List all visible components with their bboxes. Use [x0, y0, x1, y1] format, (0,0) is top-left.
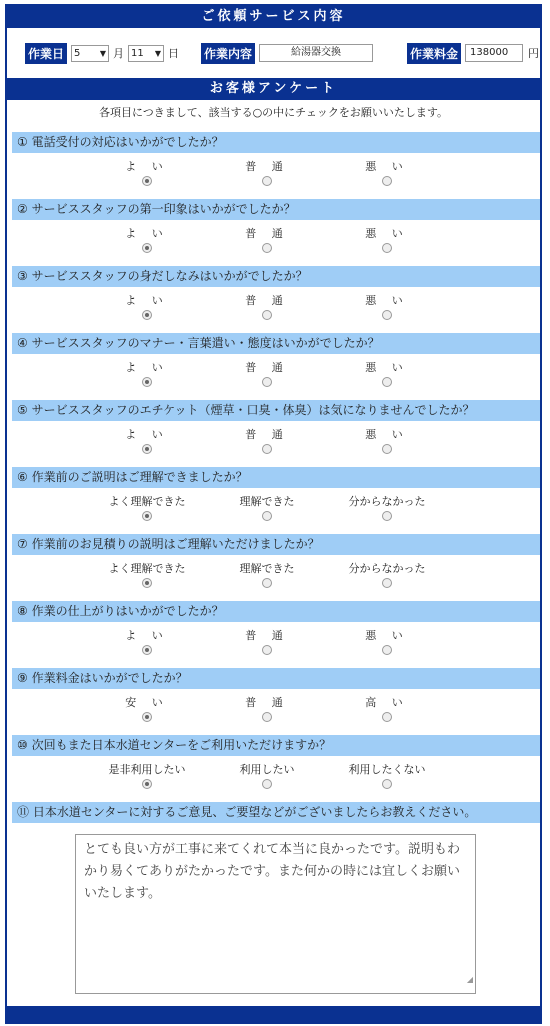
option-label: よ い — [125, 160, 169, 173]
work-field[interactable]: 給湯器交換 — [259, 44, 373, 62]
radio-button[interactable] — [262, 712, 272, 722]
option-label: 悪 い — [365, 428, 409, 441]
answer-options — [7, 421, 540, 463]
service-info-row — [7, 28, 540, 78]
answer-option[interactable] — [337, 493, 437, 521]
option-label: 悪 い — [365, 160, 409, 173]
option-label: 悪 い — [365, 629, 409, 642]
radio-button[interactable] — [142, 176, 152, 186]
radio-button[interactable] — [382, 444, 392, 454]
radio-button[interactable] — [142, 645, 152, 655]
answer-option[interactable] — [337, 292, 437, 320]
option-label: 安 い — [125, 696, 169, 709]
answer-option[interactable] — [337, 158, 437, 186]
resize-handle-icon[interactable]: ◢ — [466, 975, 473, 984]
option-label: よ い — [125, 361, 169, 374]
question-text: ① 電話受付の対応はいかがでしたか？ — [12, 132, 540, 153]
answer-option[interactable] — [337, 761, 437, 789]
comment-text: とても良い方が工事に来てくれて本当に良かったです。説明もわかり易くてありがたかったです。また何かの時には宜しくお願いいたします。 — [84, 842, 460, 901]
option-label: よ い — [125, 428, 169, 441]
answer-option[interactable] — [97, 493, 197, 521]
answer-options — [7, 555, 540, 597]
answer-options — [7, 153, 540, 195]
answer-options — [7, 622, 540, 664]
option-label: 是非利用したい — [108, 763, 186, 776]
month-value: 5 — [74, 47, 81, 59]
radio-button[interactable] — [382, 645, 392, 655]
answer-option[interactable] — [97, 158, 197, 186]
radio-button[interactable] — [382, 377, 392, 387]
radio-button[interactable] — [142, 511, 152, 521]
radio-button[interactable] — [142, 712, 152, 722]
radio-button[interactable] — [382, 511, 392, 521]
radio-button[interactable] — [262, 578, 272, 588]
survey-header: お客様アンケート — [7, 78, 540, 100]
answer-option[interactable] — [97, 627, 197, 655]
option-label: 普 通 — [245, 227, 289, 240]
chevron-down-icon: ▼ — [99, 48, 107, 58]
answer-option[interactable] — [337, 560, 437, 588]
question-text: ③ サービススタッフの身だしなみはいかがでしたか？ — [12, 266, 540, 287]
answer-option[interactable] — [97, 560, 197, 588]
radio-button[interactable] — [262, 645, 272, 655]
option-label: 普 通 — [245, 361, 289, 374]
option-label: 悪 い — [365, 361, 409, 374]
answer-option[interactable] — [337, 426, 437, 454]
question-text: ⑪ 日本水道センターに対するご意見、ご要望などがございましたらお教えください。 — [12, 802, 540, 823]
month-select[interactable] — [71, 45, 109, 62]
question-2 — [7, 199, 540, 262]
option-label: 理解できた — [239, 495, 295, 508]
answer-option[interactable] — [217, 694, 317, 722]
chevron-down-icon: ▼ — [154, 48, 162, 58]
radio-button[interactable] — [142, 578, 152, 588]
question-text: ⑨ 作業料金はいかがでしたか？ — [12, 668, 540, 689]
question-text: ⑩ 次回もまた日本水道センターをご利用いただけますか？ — [12, 735, 540, 756]
option-label: よく理解できた — [108, 495, 186, 508]
survey-form — [5, 4, 542, 1024]
question-10 — [7, 735, 540, 798]
option-label: 理解できた — [239, 562, 295, 575]
answer-options — [7, 220, 540, 262]
day-select[interactable] — [128, 45, 164, 62]
option-label: 普 通 — [245, 696, 289, 709]
question-11 — [7, 802, 540, 823]
option-label: よ い — [125, 294, 169, 307]
radio-button[interactable] — [382, 779, 392, 789]
answer-option[interactable] — [217, 292, 317, 320]
footer-bar — [7, 1006, 540, 1022]
radio-button[interactable] — [262, 243, 272, 253]
radio-button[interactable] — [382, 176, 392, 186]
option-label: よ い — [125, 629, 169, 642]
answer-option[interactable] — [97, 761, 197, 789]
answer-option[interactable] — [217, 627, 317, 655]
option-label: 悪 い — [365, 294, 409, 307]
question-text: ④ サービススタッフのマナー・言葉遣い・態度はいかがでしたか？ — [12, 333, 540, 354]
option-label: 普 通 — [245, 294, 289, 307]
radio-button[interactable] — [142, 377, 152, 387]
question-4 — [7, 333, 540, 396]
question-7 — [7, 534, 540, 597]
option-label: 悪 い — [365, 227, 409, 240]
fee-unit: 円 — [528, 47, 540, 60]
answer-option[interactable] — [97, 426, 197, 454]
answer-option[interactable] — [217, 560, 317, 588]
radio-button[interactable] — [382, 243, 392, 253]
answer-options — [7, 689, 540, 731]
answer-option[interactable] — [337, 694, 437, 722]
radio-button[interactable] — [382, 578, 392, 588]
answer-option[interactable] — [337, 225, 437, 253]
answer-option[interactable] — [217, 426, 317, 454]
comment-textarea[interactable] — [75, 834, 476, 994]
answer-option[interactable] — [217, 225, 317, 253]
work-label: 作業内容 — [201, 43, 255, 64]
radio-button[interactable] — [142, 310, 152, 320]
option-label: 利用したい — [239, 763, 295, 776]
answer-option[interactable] — [217, 359, 317, 387]
radio-button[interactable] — [382, 310, 392, 320]
answer-option[interactable] — [97, 694, 197, 722]
question-8 — [7, 601, 540, 664]
fee-field[interactable]: 138000 — [465, 44, 523, 62]
question-text: ⑥ 作業前のご説明はご理解できましたか？ — [12, 467, 540, 488]
option-label: よく理解できた — [108, 562, 186, 575]
answer-options — [7, 488, 540, 530]
radio-button[interactable] — [142, 779, 152, 789]
option-label: よ い — [125, 227, 169, 240]
answer-option[interactable] — [217, 761, 317, 789]
radio-button[interactable] — [142, 444, 152, 454]
day-value: 11 — [131, 47, 144, 59]
answer-option[interactable] — [217, 158, 317, 186]
answer-option[interactable] — [217, 493, 317, 521]
service-header: ご依頼サービス内容 — [7, 6, 540, 28]
answer-options — [7, 354, 540, 396]
option-label: 分からなかった — [348, 495, 426, 508]
answer-option[interactable] — [97, 292, 197, 320]
radio-button[interactable] — [262, 377, 272, 387]
radio-button[interactable] — [262, 310, 272, 320]
month-unit: 月 — [113, 47, 125, 60]
question-9 — [7, 668, 540, 731]
option-label: 普 通 — [245, 428, 289, 441]
question-1 — [7, 132, 540, 195]
question-text: ⑦ 作業前のお見積りの説明はご理解いただけましたか？ — [12, 534, 540, 555]
day-unit: 日 — [168, 47, 180, 60]
radio-button[interactable] — [262, 779, 272, 789]
option-label: 普 通 — [245, 629, 289, 642]
radio-button[interactable] — [142, 243, 152, 253]
answer-option[interactable] — [337, 359, 437, 387]
question-5 — [7, 400, 540, 463]
answer-options — [7, 287, 540, 329]
option-label: 高 い — [365, 696, 409, 709]
radio-button[interactable] — [262, 444, 272, 454]
question-text: ② サービススタッフの第一印象はいかがでしたか？ — [12, 199, 540, 220]
question-text: ⑤ サービススタッフのエチケット（煙草・口臭・体臭）は気になりませんでしたか？ — [12, 400, 540, 421]
radio-button[interactable] — [382, 712, 392, 722]
question-3 — [7, 266, 540, 329]
radio-button[interactable] — [262, 511, 272, 521]
answer-options — [7, 756, 540, 798]
question-6 — [7, 467, 540, 530]
option-label: 利用したくない — [348, 763, 426, 776]
answer-option[interactable] — [337, 627, 437, 655]
radio-button[interactable] — [262, 176, 272, 186]
option-label: 普 通 — [245, 160, 289, 173]
question-text: ⑧ 作業の仕上がりはいかがでしたか？ — [12, 601, 540, 622]
date-label: 作業日 — [25, 43, 67, 64]
option-label: 分からなかった — [348, 562, 426, 575]
answer-option[interactable] — [97, 225, 197, 253]
answer-option[interactable] — [97, 359, 197, 387]
fee-label: 作業料金 — [407, 43, 461, 64]
survey-intro: 各項目につきまして、該当する○の中にチェックをお願いいたします。 — [99, 106, 448, 119]
